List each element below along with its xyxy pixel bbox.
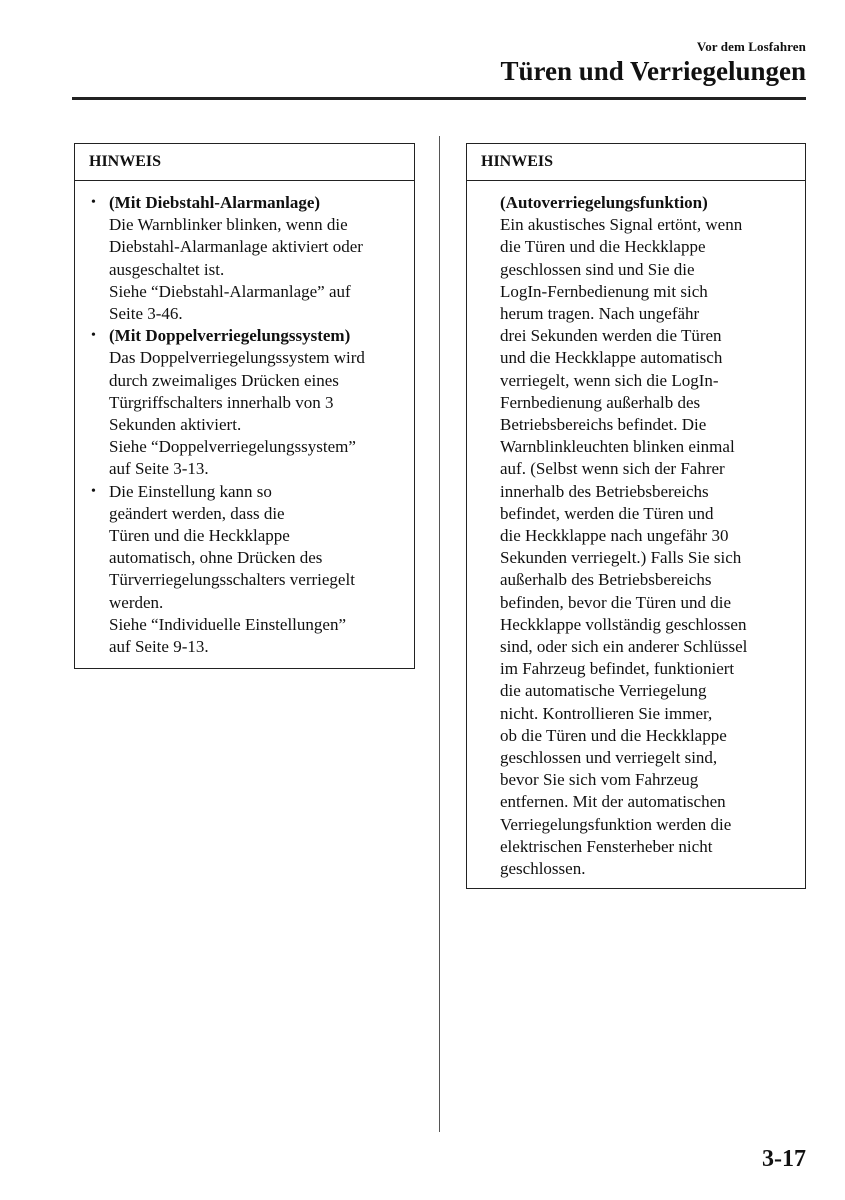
note-text-line: elektrischen Fensterheber nicht [500,836,713,856]
item-text-line: Seite 3-46. [109,304,183,324]
note-header-left: HINWEIS [75,144,414,181]
note-text-line: befindet, werden die Türen und [500,503,714,523]
note-text-line: LogIn-Fernbedienung mit sich [500,281,708,301]
item-text-line: Sekunden aktiviert. [109,415,242,435]
note-text-line: herum tragen. Nach ungefähr [500,304,700,324]
item-text-line: auf Seite 9-13. [109,637,209,657]
note-text-line: geschlossen und verriegelt sind, [500,748,718,768]
item-text-line: automatisch, ohne Drücken des [109,548,323,568]
note-header-right: HINWEIS [467,144,805,181]
note-box-left [74,143,415,669]
item-text-line: Das Doppelverriegelungssystem wird [109,348,365,368]
note-text-line: entfernen. Mit der automatischen [500,792,726,812]
item-heading: (Mit Doppelverriegelungssystem) [109,326,351,346]
item-text-line: Türgriffschalters innerhalb von 3 [109,392,334,412]
item-text-line: auf Seite 3-13. [109,459,209,479]
item-text-line: Siehe “Individuelle Einstellungen” [109,614,346,634]
note-text-line: die Heckklappe nach ungefähr 30 [500,526,729,546]
item-heading: (Mit Diebstahl-Alarmanlage) [109,193,321,212]
item-text-line: ausgeschaltet ist. [109,259,225,279]
note-text-line: die Türen und die Heckklappe [500,237,706,257]
item-text-line: werden. [109,592,164,612]
note-text-line: geschlossen. [500,859,586,879]
bullet-list [91,192,414,658]
note-text-line: Betriebsbereichs befindet. Die [500,415,707,435]
item-text-line: Die Einstellung kann so [109,481,272,501]
note-text-line: ob die Türen und die Heckklappe [500,725,727,745]
note-text-line: Fernbedienung außerhalb des [500,392,701,412]
section-label: Vor dem Losfahren [696,39,806,54]
note-text-line: außerhalb des Betriebsbereichs [500,570,712,590]
item-text-line: geändert werden, dass die [109,503,285,523]
note-text-line: sind, oder sich ein anderer Schlüssel [500,637,748,657]
note-body-left [75,181,414,658]
note-text-line: drei Sekunden werden die Türen [500,326,722,346]
item-text-line: Siehe “Doppelverriegelungssystem” [109,437,356,457]
note-text-line: nicht. Kontrollieren Sie immer, [500,703,713,723]
note-body-right [467,181,805,880]
note-text-line: geschlossen sind und Sie die [500,259,695,279]
item-text-line: Diebstahl-Alarmanlage aktiviert oder [109,237,363,257]
list-item-doppelverriegelung [91,325,414,480]
note-text-line: verriegelt, wenn sich die LogIn- [500,370,719,390]
note-heading: (Autoverriegelungsfunktion) [500,193,708,212]
note-text-line: Ein akustisches Signal ertönt, wenn [500,215,743,235]
list-item-einstellung [91,481,414,659]
note-text-line: bevor Sie sich vom Fahrzeug [500,770,699,790]
note-text-line: Warnblinkleuchten blinken einmal [500,437,735,457]
item-text-line: Die Warnblinker blinken, wenn die [109,215,348,235]
note-text-line: die automatische Verriegelung [500,681,707,701]
title-rule [72,97,806,100]
note-text-line: Heckklappe vollständig geschlossen [500,614,747,634]
item-text-line: Türen und die Heckklappe [109,526,290,546]
note-text-line: Sekunden verriegelt.) Falls Sie sich [500,548,742,568]
bullet-icon: • [91,328,96,344]
item-text-line: durch zweimaliges Drücken eines [109,370,339,390]
item-text-line: Siehe “Diebstahl-Alarmanlage” auf [109,281,351,301]
note-text-line: auf. (Selbst wenn sich der Fahrer [500,459,725,479]
page-number: 3-17 [762,1146,806,1172]
item-text-line: Türverriegelungsschalters verriegelt [109,570,355,590]
note-box-right [466,143,806,889]
note-text-line: innerhalb des Betriebsbereichs [500,481,709,501]
bullet-icon: • [91,195,96,210]
note-text-line: befinden, bevor die Türen und die [500,592,732,612]
list-item-diebstahl [91,192,414,325]
note-text-line: Verriegelungsfunktion werden die [500,814,732,834]
note-text-line: im Fahrzeug befindet, funktioniert [500,659,735,679]
bullet-icon: • [91,483,96,499]
page-title: Türen und Verriegelungen [500,56,806,86]
note-text-line: und die Heckklappe automatisch [500,348,723,368]
column-divider [439,136,440,1132]
